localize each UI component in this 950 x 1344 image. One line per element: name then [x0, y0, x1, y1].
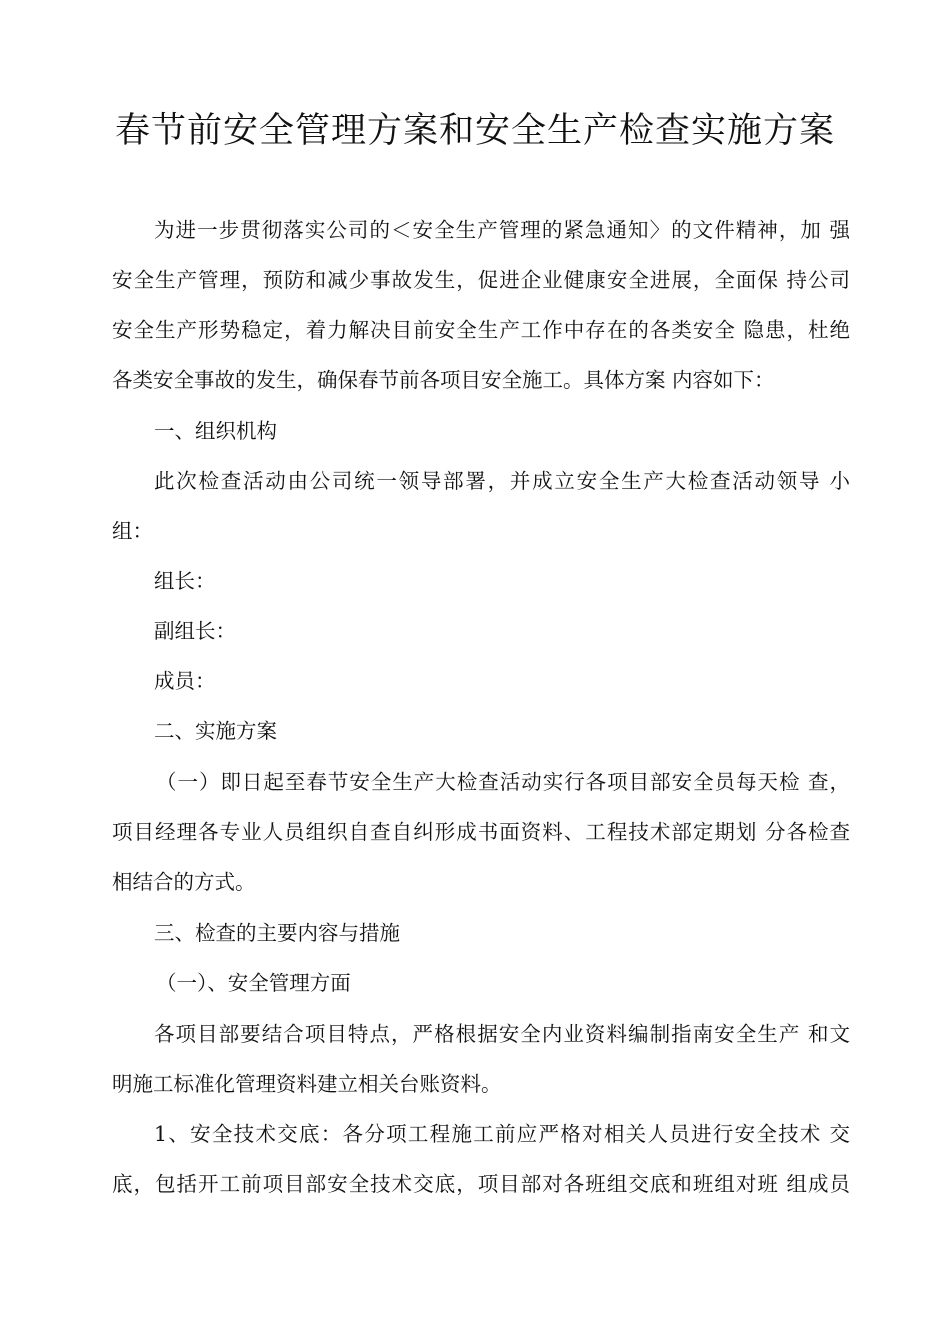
members-line: 成员：: [154, 669, 216, 693]
body-line-1: 为进一步贯彻落实公司的＜安全生产管理的紧急通知〉的文件精神，加 强: [154, 218, 850, 242]
body-line-2: 安全生产管理，预防和减少事故发生，促进企业健康安全进展，全面保 持公司: [112, 268, 850, 292]
body-line-17: 各项目部要结合项目特点，严格根据安全内业资料编制指南安全生产 和文: [154, 1022, 850, 1046]
deputy-leader-line: 副组长：: [154, 619, 236, 643]
section-heading-2: 二、实施方案: [154, 719, 277, 743]
body-line-6: 此次检查活动由公司统一领导部署，并成立安全生产大检查活动领导 小: [154, 469, 850, 493]
section-heading-3: 三、检查的主要内容与措施: [154, 921, 400, 945]
body-line-20: 底，包括开工前项目部安全技术交底，项目部对各班组交底和班组对班 组成员: [112, 1172, 850, 1196]
section-heading-1: 一、组织机构: [154, 419, 277, 443]
body-line-18: 明施工标准化管理资料建立相关台账资料。: [112, 1072, 502, 1096]
body-line-3: 安全生产形势稳定，着力解决目前安全生产工作中存在的各类安全 隐患，杜绝: [112, 318, 850, 342]
body-line-7: 组：: [112, 519, 153, 543]
body-line-13: 项目经理各专业人员组织自查自纠形成书面资料、工程技术部定期划 分各检查: [112, 820, 850, 844]
body-line-12: （一）即日起至春节安全生产大检查活动实行各项目部安全员每天检 查，: [156, 770, 850, 794]
body-line-4: 各类安全事故的发生，确保春节前各项目安全施工。具体方案 内容如下：: [112, 368, 775, 392]
body-line-19: 1、安全技术交底：各分项工程施工前应严格对相关人员进行安全技术 交: [154, 1122, 850, 1146]
document-title: 春节前安全管理方案和安全生产检查实施方案: [114, 111, 835, 151]
team-leader-line: 组长：: [154, 569, 216, 593]
body-line-14: 相结合的方式。: [112, 870, 256, 894]
subsection-heading-1: （一）、安全管理方面: [156, 971, 351, 995]
